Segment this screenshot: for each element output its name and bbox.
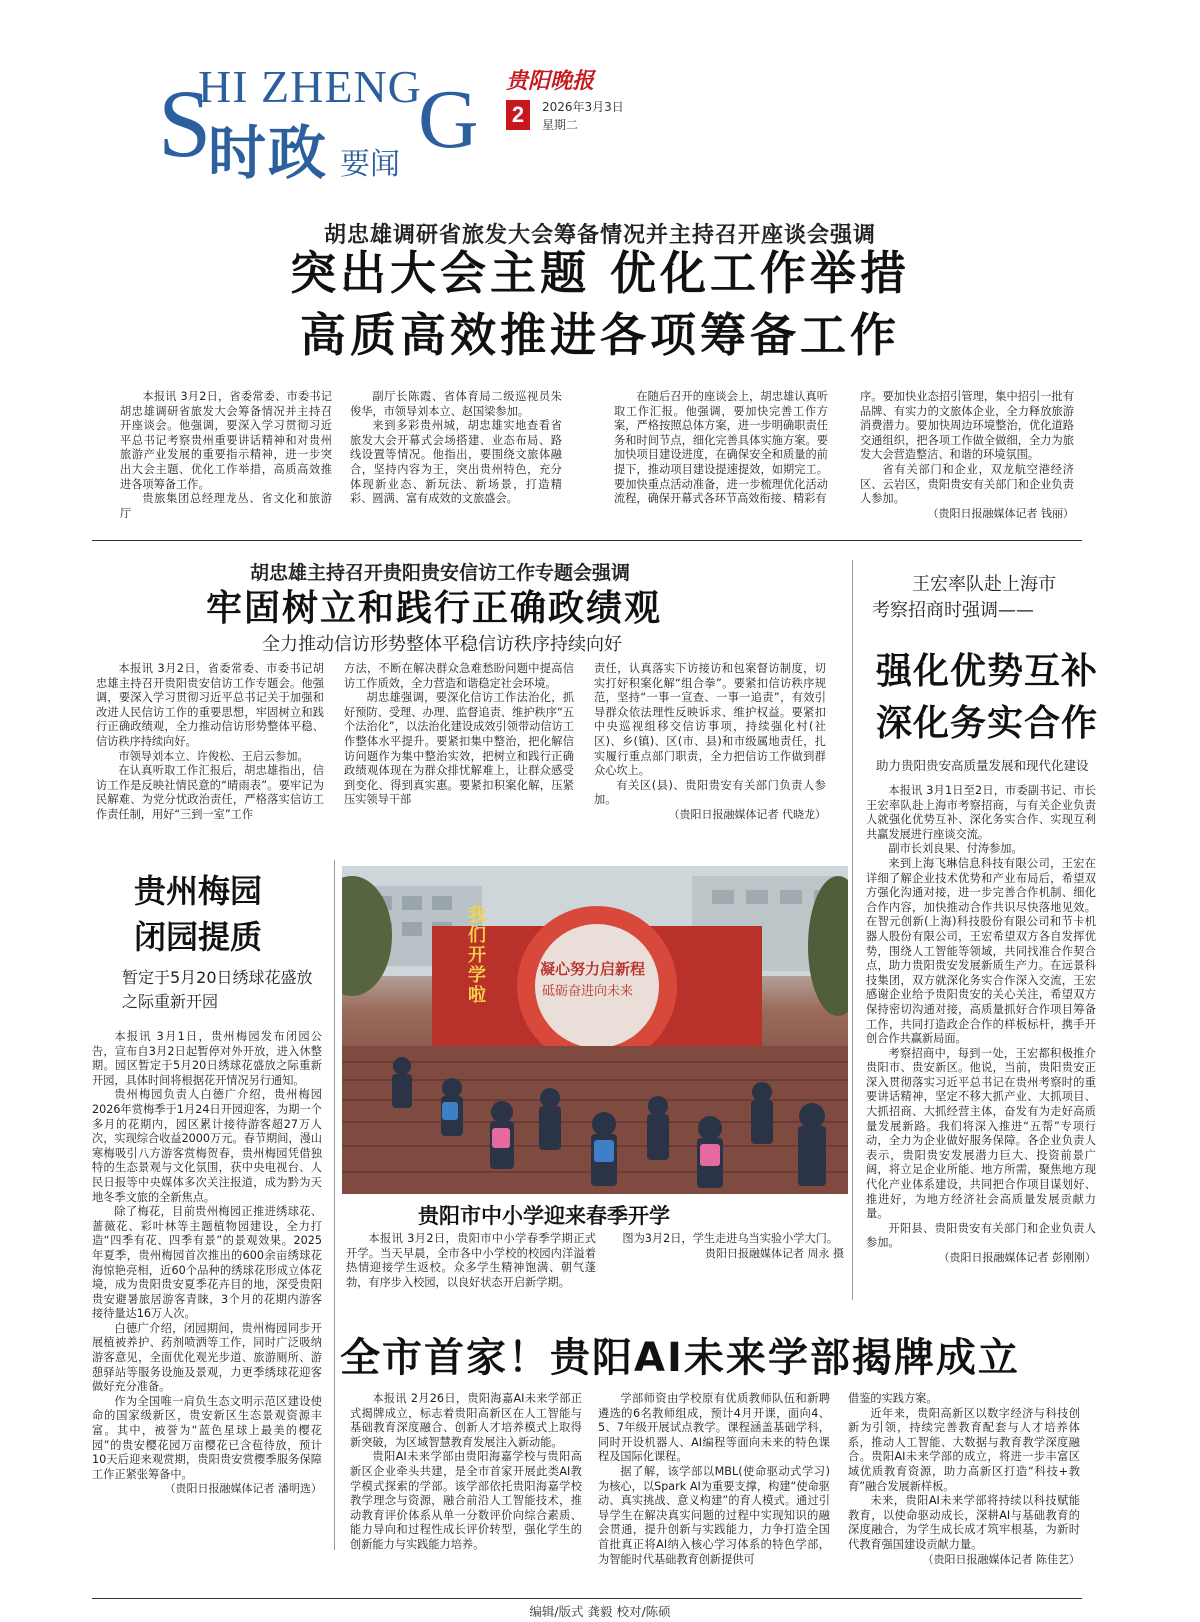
issue-weekday: 星期二 xyxy=(542,118,579,132)
investment-story-byline: （贵阳日报融媒体记者 彭刚刚） xyxy=(938,1251,1096,1264)
section-subtitle: 要闻 xyxy=(340,147,400,182)
ai-story-column-3 xyxy=(848,1392,1080,1592)
plum-story-para: 作为全国唯一肩负生态文明示范区建设使命的国家级新区，贵安新区生态景观资源丰富。其中，被誉为“蓝色星球上最美的樱花园”的贵安樱花园万亩樱花已含苞待放，预计10天后迎来观赏期，贵阳贵安赏樱季服务保障工作正紧张筹备中。 xyxy=(92,1394,322,1481)
school-story-para: 本报讯 3月2日，贵阳市中小学春季学期正式开学。当天早晨，全市各中小学校的校园内洋溢着热情迎接学生返校。众多学生精神饱满、朝气蓬勃，有序步入校园，以良好状态开启新学期。 xyxy=(346,1232,596,1289)
investment-story-headline-line1: 强化优势互补 xyxy=(876,651,1099,692)
ai-story-para: 借鉴的实践方案。 xyxy=(848,1392,938,1405)
ai-story-para: 未来，贵阳AI未来学部将持续以科技赋能教育，以使命驱动成长，深耕AI与基础教育的深度融合，为学生成长成才筑牢根基，为新时代教育强国建设贡献力量。 xyxy=(848,1494,1080,1551)
lead-story-para: 副厅长陈霞、省体育局二级巡视员朱俊华，市领导刘本立、赵国梁参加。 xyxy=(350,390,562,418)
investment-story-headline xyxy=(876,646,1112,750)
plum-story-headline-line2: 闭园提质 xyxy=(134,918,263,956)
section-divider xyxy=(92,540,1082,541)
masthead-latin-g: G xyxy=(418,73,479,166)
plum-story-body xyxy=(92,1030,322,1550)
petition-story-kicker: 胡忠雄主持召开贵阳贵安信访工作专题会强调 xyxy=(250,562,631,584)
school-story-para: 图为3月2日，学生走进乌当实验小学大门。 xyxy=(622,1232,839,1245)
school-story-headline: 贵阳市中小学迎来春季开学 xyxy=(418,1204,670,1228)
lead-story-column-2 xyxy=(350,390,562,522)
plum-story-para: 贵州梅园负责人白德广介绍，贵州梅园2026年赏梅季于1月24日开园迎客，为期一个多月的花期内，园区累计接待游客超27万人次，实现综合收益2000万元。春节期间，漫山寒梅吸引八方游客赏梅贺春，贵州梅园凭借独特的生态景观与文化氛围，获中央电视台、人民日报等中央媒体多次关注报道，成为黔为天地冬季文旅的全新焦点。 xyxy=(92,1088,322,1204)
column-divider xyxy=(334,860,335,1550)
plum-story-byline: （贵阳日报融媒体记者 潘明选） xyxy=(164,1482,322,1496)
lead-story-para: 来到多彩贵州城，胡忠雄实地查看省旅发大会开幕式会场搭建、业态布局、路线设置等情况。他指出，要围绕文旅体融合，坚持内容为王，突出贵州特色，充分体现新业态、新玩法、新场景，打造精彩、圆满、富有成效的文旅盛会。 xyxy=(350,419,562,506)
plum-story-deck: 暂定于5月20日绣球花盛放之际重新开园 xyxy=(122,968,313,1011)
petition-story-byline: （贵阳日报融媒体记者 代晓龙） xyxy=(668,807,826,821)
petition-story-para: 方法，不断在解决群众急难愁盼问题中提高信访工作质效，全力营造和谐稳定社会环境。 xyxy=(344,662,574,690)
petition-story-para: 本报讯 3月2日，省委常委、市委书记胡忠雄主持召开贵阳贵安信访工作专题会。他强调，要深入学习贯彻习近平总书记关于加强和改进人民信访工作的重要思想，牢固树立和践行正确政绩观，全力推动信访形势整体平稳、信访秩序持续向好。 xyxy=(96,662,324,748)
investment-story-para: 考察招商中，每到一处，王宏都积极推介贵阳市、贵安新区。他说，当前，贵阳贵安正深入贯彻落实习近平总书记在贵州考察时的重要讲话精神，坚定不移大抓产业、大抓项目、大抓招商、大抓经营主体，奋发有为走好高质量发展新路。我们将深入推进“五帮”专项行动，全力为企业做好服务保障。各企业负责人表示，贵阳贵安发展潜力巨大、投资前景广阔，将立足企业所能、地方所需，聚焦地方现代化产业体系建设，共同把合作项目谋划好、推进好，为地方经济社会高质量发展贡献力量。 xyxy=(866,1046,1096,1221)
petition-story-para: 责任，认真落实下访接访和包案督访制度，切实打好积案化解“组合拳”。要紧扣信访秩序规范，坚持“一事一宣查、一事一追责”，有效引导群众依法理性反映诉求、维护权益。要紧扣中央巡视组移交信访事项，持续强化村(社区)、乡(镇)、区(市、县)和市级属地责任，扎实履行重点部门职责，全力把信访工作做到群众心坎上。 xyxy=(594,662,826,778)
investment-story-body xyxy=(866,784,1096,1294)
petition-story-para: 胡忠雄强调，要深化信访工作法治化，抓好预防、受理、办理、监督追责、维护秩序“五个法治化”，以法治化建设成效引领带动信访工作整体水平提升。要紧扣集中整治，把化解信访问题作为集中整治实效，把树立和践行正确政绩观体现在为群众排忧解难上，让群众感受到变化、得到真实惠。要紧扣积案化解，压紧压实领导干部 xyxy=(344,691,574,807)
investment-story-para: 开阳县、贵阳贵安有关部门和企业负责人参加。 xyxy=(866,1221,1096,1250)
page-number: 2 xyxy=(506,100,530,130)
lead-story-para: 序。要加快业态招引管理，集中招引一批有品牌、有实力的文旅体企业，全力释放旅游消费潜力。要加快周边环境整治，优化道路交通组织，把各项工作做全做细，全力为旅发大会营造整洁、和谐的环境氛围。 xyxy=(860,390,1074,462)
ai-story-para: 据了解，该学部以MBL(使命驱动式学习)为核心，以Spark AI为重要支撑，构建“使命驱动、真实挑战、意义构建”的育人模式。通过引导学生在解决真实问题的过程中实现知识的融会贯通，提升创新与实践能力，力争打造全国首批真正将AI纳入核心学习体系的特色学部，为智能时代基础教育创新提供可 xyxy=(598,1464,830,1566)
petition-story-para: 市领导刘本立、许俊松、王启云参加。 xyxy=(118,749,309,763)
investment-story-kicker-line2: 考察招商时强调—— xyxy=(872,600,1034,621)
petition-story-headline: 牢固树立和践行正确政绩观 xyxy=(206,588,663,629)
ai-story-para: 学部师资由学校原有优质教师队伍和新聘遴选的6名教师组成，预计4月开课，面向4、5、7年级开展试点教学。课程涵盖基础学科，同时开设机器人、AI编程等面向未来的特色课程及国际化课程。 xyxy=(598,1392,830,1464)
lead-story-column-4 xyxy=(860,390,1074,522)
photo-illustration xyxy=(342,866,848,1194)
issue-date: 2026年3月3日 xyxy=(542,100,624,114)
school-opening-photo xyxy=(342,866,848,1194)
lead-story-para: 在随后召开的座谈会上，胡忠雄认真听取工作汇报。他强调，要加快完善工作方案，严格按照总体方案，进一步明确职责任务和时间节点，细化完善具体实施方案。要加快项目建设进度，在确保安全和质量的前提下，推动项目建设提速提效，如期完工。要加快重点活动准备，进一步梳理优化活动流程，确保开幕式各环节高效衔接、精彩有 xyxy=(614,390,828,506)
footer-rule xyxy=(92,1598,1082,1599)
investment-story-kicker-line1: 王宏率队赴上海市 xyxy=(912,574,1056,595)
investment-story-para: 来到上海飞琳信息科技有限公司，王宏在详细了解企业技术优势和产业布局后，希望双方强化沟通对接，进一步完善合作机制、细化合作内容，加快推动合作共识尽快落地见效。在智元创新(上海)科技股份有限公司和节卡机器人股份有限公司，王宏希望双方各自发挥优势，围绕人工智能等领域，共同找准合作契合点，助力贵阳贵安发展新质生产力。在远景科技集团，双方就深化务实合作深入交流，王宏感谢企业给予贵阳贵安的关心关注，希望双方保持密切沟通对接，高质量抓好合作项目筹备工作，共同打造政企合作的样板标杆，携手开创合作共赢新局面。 xyxy=(866,856,1096,1046)
lead-story-para: 贵旅集团总经理龙丛、省文化和旅游厅 xyxy=(120,492,332,520)
masthead-latin-s: S xyxy=(158,70,212,177)
petition-story-deck: 全力推动信访形势整体平稳信访秩序持续向好 xyxy=(262,634,622,655)
investment-story-headline-line2: 深化务实合作 xyxy=(876,703,1099,744)
section-title: 时政 xyxy=(208,119,329,187)
plum-story-para: 白德广介绍，闭园期间，贵州梅园同步开展植被养护、药剂喷洒等工作，同时广泛吸纳游客意见，全面优化观光步道、旅游厕所、游憩驿站等服务设施及景观，力更季绣球花迎客做好充分准备。 xyxy=(92,1321,322,1394)
investment-story-para: 副市长刘良果、付涛参加。 xyxy=(888,842,1023,856)
petition-story-para: 在认真听取工作汇报后，胡忠雄指出，信访工作是反映社情民意的“晴雨表”。要牢记为民解难、为党分忧政治责任，严格落实信访工作责任制，用好“三到一室”工作 xyxy=(96,764,324,821)
petition-story-column-2 xyxy=(344,662,574,840)
newspaper-logo: 贵阳晚报 xyxy=(506,68,595,94)
lead-story-column-3 xyxy=(614,390,828,522)
footer-credits: 编辑/版式 龚毅 校对/陈硕 xyxy=(529,1604,671,1619)
investment-story-para: 本报讯 3月1日至2日，市委副书记、市长王宏率队赴上海市考察招商，与有关企业负责人就强化优势互补、深化务实合作、实现互利共赢发展进行座谈交流。 xyxy=(866,784,1096,841)
plum-story-headline xyxy=(134,868,304,960)
ai-story-para: 近年来，贵阳高新区以数字经济与科技创新为引领，持续完善教育配套与人才培养体系，推动人工智能、大数据与教育教学深度融合。贵阳AI未来学部的成立，将进一步丰富区域优质教育资源，助力高新区打造“科技+教育”融合发展新样板。 xyxy=(848,1406,1080,1493)
ai-story-column-2 xyxy=(598,1392,830,1592)
school-story-photo-note xyxy=(600,1232,844,1304)
ai-story-para: 贵阳AI未来学部由贵阳海嘉学校与贵阳高新区企业牵头共建，是全市首家开展此类AI教学模式探索的学部。该学部依托贵阳海嘉学校教学理念与资源，融合前沿人工智能技术，推动教育评价体系从单一分数评价向综合素质、能力导向和过程性成长评价转型，强化学生的创新能力与实践能力培养。 xyxy=(350,1450,582,1551)
investment-story-kicker xyxy=(872,572,1108,624)
school-story-byline: 贵阳日报融媒体记者 周永 摄 xyxy=(705,1246,844,1260)
lead-story-column-1 xyxy=(120,390,332,522)
ai-story-byline: （贵阳日报融媒体记者 陈佳艺） xyxy=(922,1552,1080,1566)
lead-story-para: 本报讯 3月2日，省委常委、市委书记胡忠雄调研省旅发大会筹备情况并主持召开座谈会。他强调，要深入学习贯彻习近平总书记考察贵州重要讲话精神和对贵州旅游产业发展的重要指示精神，进一步突出大会主题、优化工作举措，高质高效推进各项筹备工作。 xyxy=(120,390,332,491)
ai-story-para: 本报讯 2月26日，贵阳海嘉AI未来学部正式揭牌成立，标志着贵阳高新区在人工智能与基础教育深度融合、创新人才培养模式上取得新突破，为区域智慧教育发展注入新动能。 xyxy=(350,1392,582,1449)
column-divider xyxy=(852,560,853,1300)
photo-banner-text-2: 砥砺奋进向未来 xyxy=(542,984,634,999)
petition-story-column-3 xyxy=(594,662,826,840)
lead-story-headline-2: 高质高效推进各项筹备工作 xyxy=(300,308,900,362)
plum-story-para: 本报讯 3月1日，贵州梅园发布闭园公告，宣布自3月2日起暂停对外开放，进入休整期。园区暂定于5月20日绣球花盛放之际重新开园，具体时间将根据花开情况另行通知。 xyxy=(92,1030,322,1087)
plum-story-headline-line1: 贵州梅园 xyxy=(134,872,263,910)
lead-story-headline-1: 突出大会主题 优化工作举措 xyxy=(289,246,910,300)
lead-story-kicker: 胡忠雄调研省旅发大会筹备情况并主持召开座谈会强调 xyxy=(323,223,876,248)
petition-story-column-1 xyxy=(96,662,324,840)
lead-story-byline: （贵阳日报融媒体记者 钱丽） xyxy=(927,506,1074,520)
school-story-body xyxy=(346,1232,596,1304)
photo-banner-text-1: 凝心努力启新程 xyxy=(540,960,646,978)
ai-story-headline: 全市首家！贵阳AI未来学部揭牌成立 xyxy=(340,1335,1020,1381)
photo-sign-text: 我们开学啦 xyxy=(468,905,486,1006)
lead-story-para: 省有关部门和企业，双龙航空港经济区、云岩区，贵阳贵安有关部门和企业负责人参加。 xyxy=(860,462,1074,506)
masthead-latin-hizhen: HI ZHENG xyxy=(198,61,422,112)
ai-story-column-1 xyxy=(350,1392,582,1592)
petition-story-para: 有关区(县)、贵阳贵安有关部门负责人参加。 xyxy=(594,778,826,807)
investment-story-deck: 助力贵阳贵安高质量发展和现代化建设 xyxy=(876,758,1089,773)
plum-story-para: 除了梅花，目前贵州梅园正推进绣球花、蔷薇花、彩叶林等主题植物园建设，全力打造“四季有花、四季有景”的景观效果。2025年夏季，贵州梅园首次推出的600余亩绣球花海惊艳亮相，近60个品种的绣球花形成立体花境，成为贵阳贵安夏季花卉目的地，深受贵阳贵安避暑旅居游客青睐，3个月的花期内游客接待量达16万人次。 xyxy=(92,1205,322,1321)
